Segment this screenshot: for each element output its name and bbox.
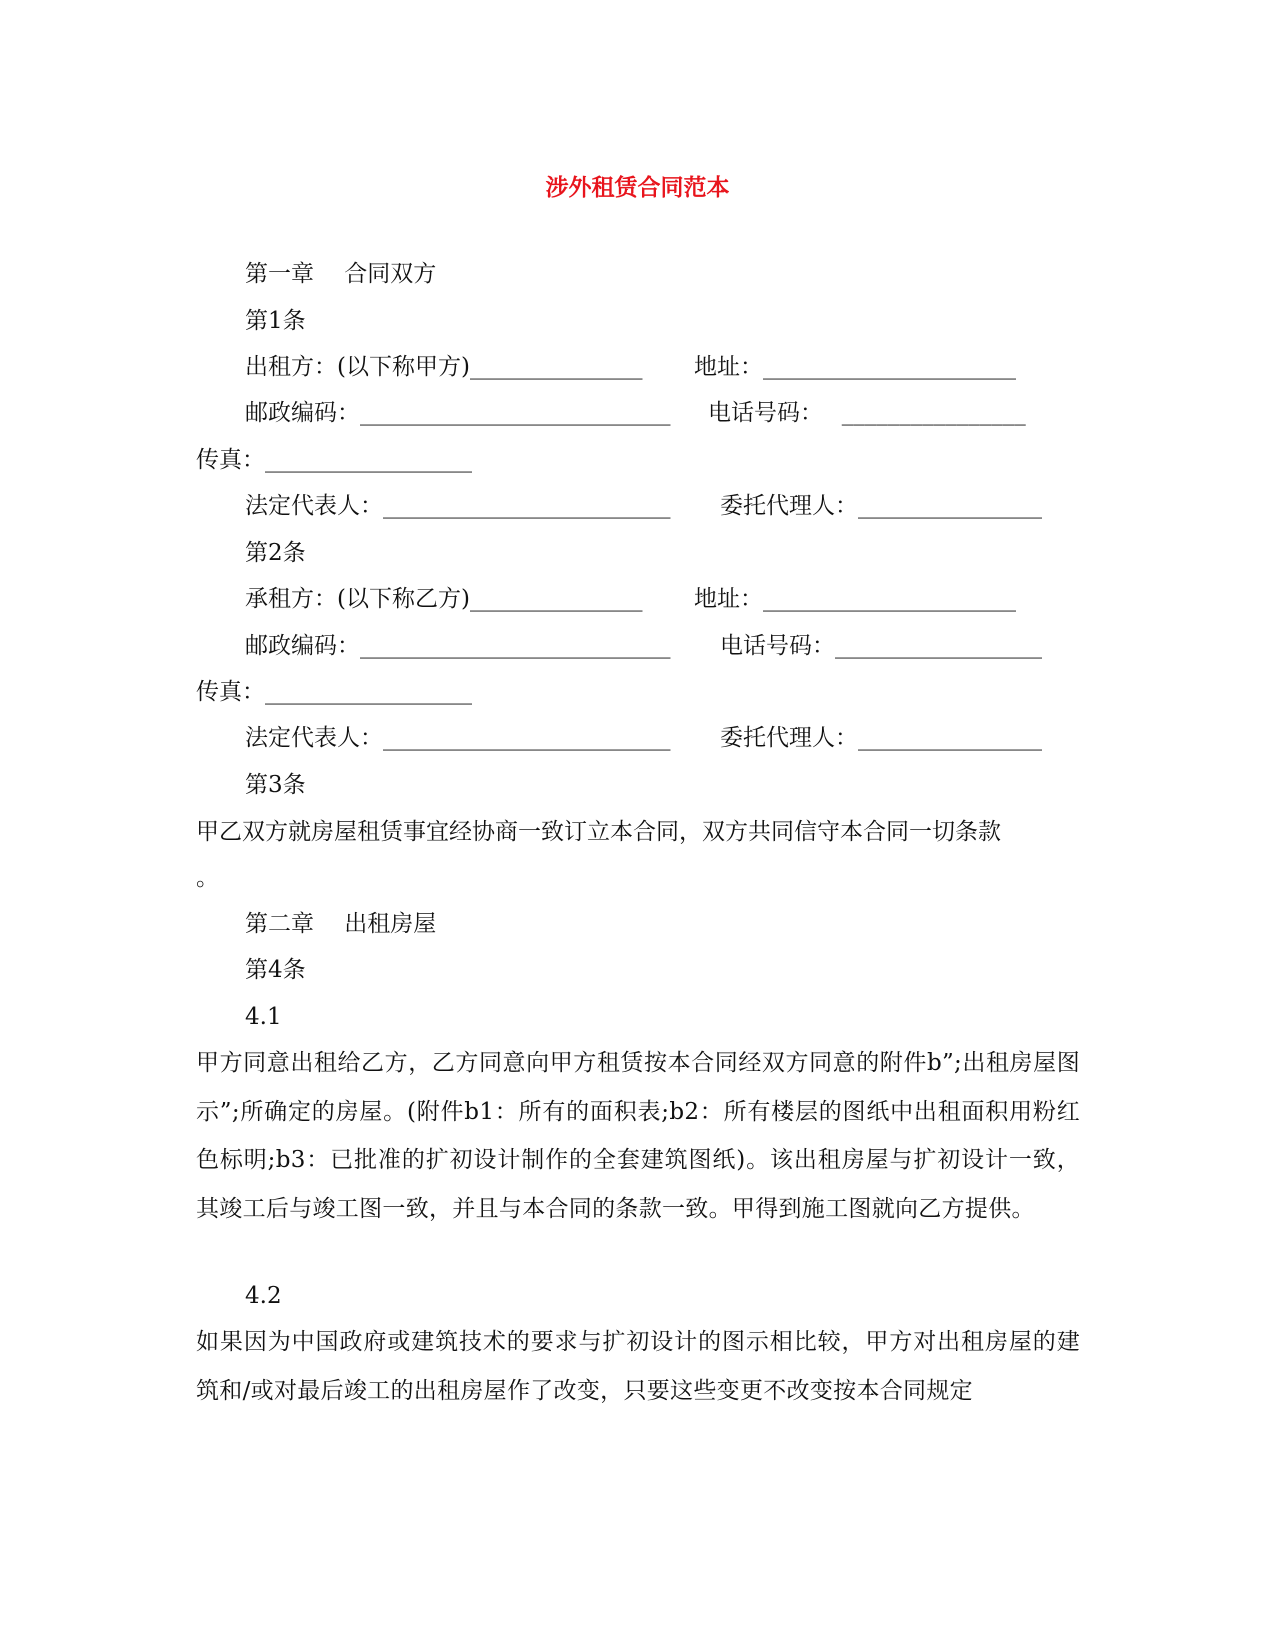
article3-text: 甲乙双方就房屋租赁事宜经协商一致订立本合同，双方共同信守本合同一切条款 xyxy=(196,819,1001,845)
lessee-field: 承租方：(以下称乙方)_______________ xyxy=(245,586,643,612)
lessee-address-field: 地址：______________________ xyxy=(694,586,1016,612)
section-4-1-text: 甲方同意出租给乙方，乙方同意向甲方租赁按本合同经双方同意的附件b”;出租房屋图示”;所确定的房屋。(附件b1：所有的面积表;b2：所有楼层的图纸中出租面积用粉红色标明;b3：已批准的扩初设计制作的全套建筑图纸)。该出租房屋与扩初设计一致，其竣工后与竣工图一致，并且与本合同的条款一致。甲得到施工图就向乙方提供。 xyxy=(196,1050,1080,1222)
document-title: 涉外租赁合同范本 xyxy=(545,174,730,201)
lessor-fax-field: 传真：__________________ xyxy=(196,447,472,473)
chapter2-heading: 第二章 出租房屋 xyxy=(245,911,437,937)
lessee-legal-rep-field: 法定代表人：_________________________ xyxy=(245,725,671,751)
lessee-phone-field: 电话号码：__________________ xyxy=(720,633,1042,659)
lessor-field: 出租方：(以下称甲方)_______________ xyxy=(245,354,643,380)
section-4-2-label: 4.2 xyxy=(245,1283,282,1309)
section-4-2-text: 如果因为中国政府或建筑技术的要求与扩初设计的图示相比较，甲方对出租房屋的建筑和/或对最后竣工的出租房屋作了改变，只要这些变更不改变按本合同规定 xyxy=(196,1329,1080,1404)
lessee-postcode-field: 邮政编码：___________________________ xyxy=(245,633,671,659)
lessor-address-field: 地址：______________________ xyxy=(694,354,1016,380)
article3-label: 第3条 xyxy=(245,772,306,798)
article1-label: 第1条 xyxy=(245,308,306,334)
lessor-postcode-field: 邮政编码：___________________________ xyxy=(245,400,671,426)
article2-label: 第2条 xyxy=(245,540,306,566)
article3-text-end: 。 xyxy=(196,865,219,891)
lessor-legal-rep-field: 法定代表人：_________________________ xyxy=(245,493,671,519)
lessee-fax-field: 传真：__________________ xyxy=(196,679,472,705)
article4-label: 第4条 xyxy=(245,957,306,983)
lessee-agent-field: 委托代理人：________________ xyxy=(720,725,1042,751)
lessor-agent-field: 委托代理人：________________ xyxy=(720,493,1042,519)
section-4-1-label: 4.1 xyxy=(245,1004,282,1030)
lessor-phone-field: 电话号码： ________________ xyxy=(708,400,1026,426)
chapter1-heading: 第一章 合同双方 xyxy=(245,261,437,287)
